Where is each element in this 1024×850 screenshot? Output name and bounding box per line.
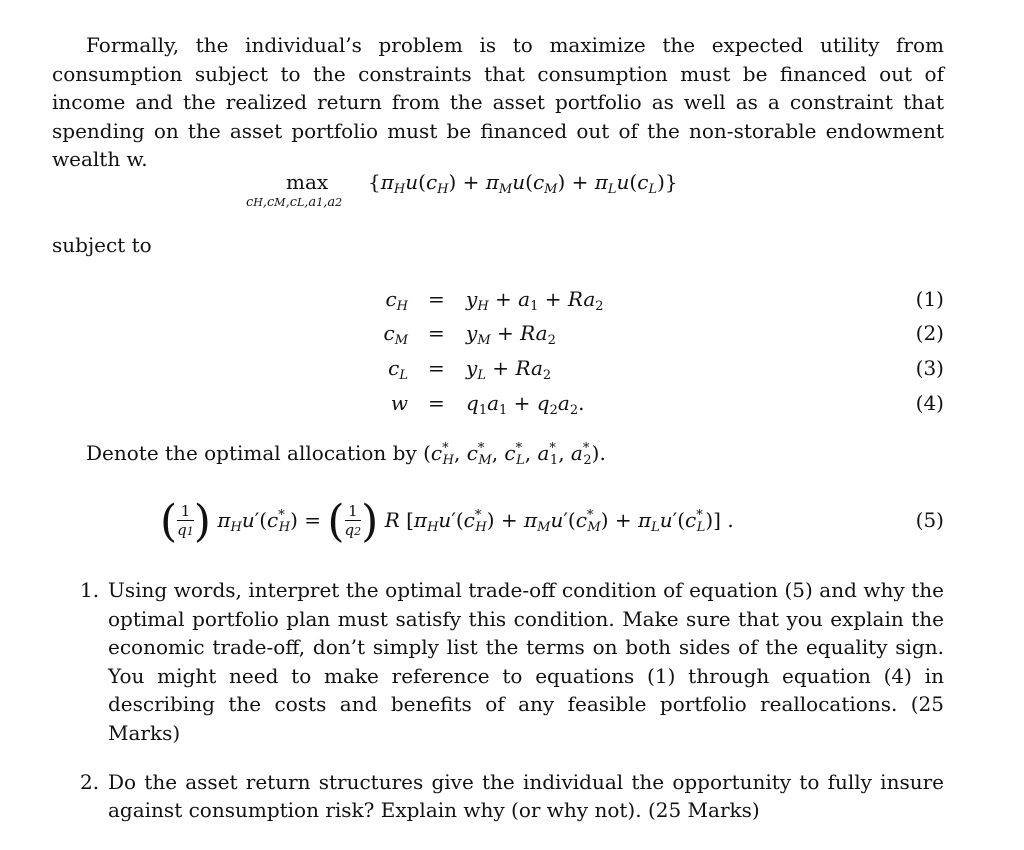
equation-5: ( $\frac{1}{q1}$ ) $\pi_Hu'(c^*_H)$ = ( $\frac{1}{q2}$ ) R $[\pi_Hu'(c^*_H) + \pi_Mu'(c^*_M) + \pi_Lu'(c^*_L)]$ . (160, 496, 734, 547)
objective-function: $\{\pi_Hu(c_H) + \pi_Mu(c_M) + \pi_Lu(c_L)\}$ (368, 170, 678, 197)
constraint-lhs: w (390, 391, 408, 415)
constraint-rhs: $y_H + a_1 + Ra_2$ (466, 287, 604, 314)
optimal-allocation-text: Denote the optimal allocation by ($c^*_H$, $c^*_M$, $c^*_L$, $a^*_1$, $a^*_2$). (86, 441, 606, 468)
equation-number: (1) (915, 287, 944, 311)
question-item (80, 576, 944, 748)
equation-number: (5) (915, 508, 944, 532)
constraint-rhs: $y_M + Ra_2$ (466, 321, 556, 348)
constraint-equals: = (428, 356, 445, 380)
constraint-equals: = (428, 287, 445, 311)
equation-number: (3) (915, 356, 944, 380)
objective-max: max (286, 170, 329, 194)
question-list (80, 576, 944, 825)
question-number: 2. (80, 769, 100, 794)
constraint-equals: = (428, 321, 445, 345)
equation-number: (4) (915, 391, 944, 415)
subject-to-label: subject to (52, 233, 152, 257)
question-item (80, 768, 944, 825)
equation-number: (2) (915, 321, 944, 345)
question-text: Using words, interpret the optimal trade-off condition of equation (5) and why the optimal portfolio plan must satisfy this condition. Make sure that you explain the economic trade-off, don’t simply list the terms on both sides of the equality sign. You might need to make reference to equations (1) through equation (4) in describing the costs and benefits of any feasible portfolio reallocations. (25 Marks) (108, 578, 944, 745)
question-text: Do the asset return structures give the individual the opportunity to fully insure against consumption risk? Explain why (or why not). (25 Marks) (108, 769, 944, 823)
constraint-equals: = (428, 391, 445, 415)
intro-paragraph: Formally, the individual’s problem is to maximize the expected utility from consumption subject to the constraints that consumption must be financed out of income and the realized return from the asset portfolio as well as a constraint that spending on the asset portfolio must be financed out of the non-storable endowment wealth w. (52, 33, 944, 172)
constraint-lhs: $c_H$ (385, 287, 408, 314)
constraint-lhs: $c_M$ (383, 321, 408, 348)
constraint-rhs: $y_L + Ra_2$ (466, 356, 552, 383)
objective-choice-variables: cH,cM,cL,a1,a2 (246, 195, 343, 210)
constraint-rhs: $q_1a_1 + q_2a_2$. (466, 391, 585, 418)
question-number: 1. (80, 578, 100, 602)
constraint-lhs: $c_L$ (388, 356, 408, 383)
